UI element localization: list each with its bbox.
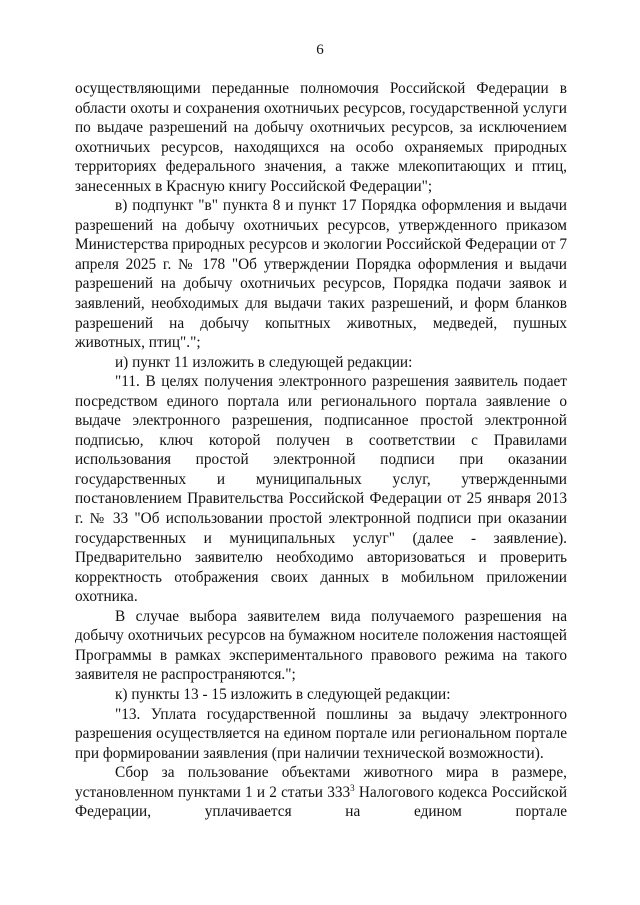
fee-text-end: Налогового кодекса Российской Федерации, уплачивается на едином портале	[75, 783, 567, 821]
paragraph-continuation: осуществляющими переданные полномочия Российской Федерации в области охоты и сохранения охотничьих ресурсов, государственной услуги по выдаче разрешений на добычу охотничьих ресурсов, за исключением охотничьих ресурсов, находящихся на особо охраняемых природных территориях федерального значения, а также млекопитающих и птиц, занесенных в Красную книгу Российской Федерации";	[75, 80, 567, 195]
paragraph-point-11: "11. В целях получения электронного разрешения заявитель подает посредством единого портала или регионального портала заявление о выдаче электронного разрешения, подписанное простой электронной подписью, ключ которой получен в соответствии с Правилами использования простой электронной подписи при оказании государственных и муниципальных услуг, утвержденными постановлением Правительства Российской Федерации от 25 января 2013 г. № 33 "Об использовании простой электронной подписи при оказании государственных и муниципальных услуг" (далее - заявление). Предварительно заявителю необходимо авторизоваться и проверить корректность отображения своих данных в мобильном приложении охотника.	[75, 373, 567, 606]
paragraph-subitem-i: и) пункт 11 изложить в следующей редакции:	[115, 353, 413, 371]
paragraph-subitem-v: в) подпункт "в" пункта 8 и пункт 17 Порядка оформления и выдачи разрешений на добычу охотничьих ресурсов, утвержденного приказом Министерства природных ресурсов и экологии Российской Федерации от 7 апреля 2025 г. № 178 "Об утверждении Порядка оформления и выдачи разрешений на добычу охотничьих ресурсов, Порядка подачи заявок и заявлений, необходимых для выдачи таких разрешений, и форм бланков разрешений на добычу копытных животных, медведей, пушных животных, птиц".";	[75, 197, 567, 352]
paragraph-subitem-k: к) пункты 13 - 15 изложить в следующей редакции:	[115, 685, 451, 703]
fee-text-start: Сбор за пользование объектами животного мира в размере, установленном пунктами 1 и 2 статьи 333	[75, 764, 567, 801]
paragraph-fee	[75, 763, 567, 822]
article-superscript: 3	[350, 782, 355, 793]
paragraph-point-13: "13. Уплата государственной пошлины за выдачу электронного разрешения осуществляется на едином портале или региональном портале при формировании заявления (при наличии технической возможности).	[75, 705, 567, 762]
page-number: 6	[316, 42, 324, 58]
paragraph-paper-permit: В случае выбора заявителем вида получаемого разрешения на добычу охотничьих ресурсов на бумажном носителе положения настоящей Программы в рамках экспериментального правового режима на такого заявителя не распространяются.";	[75, 607, 567, 684]
document-body	[75, 79, 567, 822]
